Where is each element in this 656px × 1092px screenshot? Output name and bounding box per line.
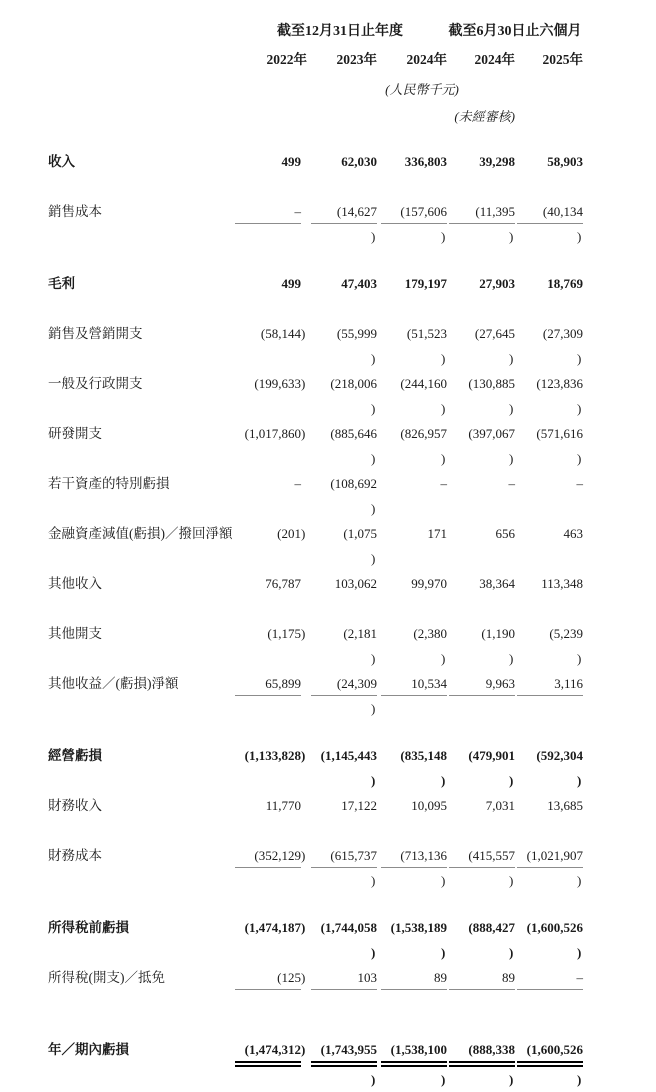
value-cell: (826,957) <box>400 426 447 466</box>
value-cell: (1,075) <box>343 526 377 566</box>
currency-note-row <box>48 82 656 98</box>
value-cell: – <box>440 476 447 491</box>
row-label: 所得稅(開支)／抵免 <box>48 970 165 985</box>
value-cell: (24,309) <box>307 671 377 721</box>
value-cell: (2,380) <box>413 626 447 666</box>
value-cell: (199,633) <box>254 376 306 391</box>
value-cell: 9,963 <box>447 671 515 721</box>
row-label: 一般及行政開支 <box>48 376 143 391</box>
value-cell: (592,304) <box>536 748 583 788</box>
years-header-row <box>48 50 656 70</box>
value-cell: (1,743,955) <box>307 1037 377 1092</box>
row-label: 其他開支 <box>48 626 102 641</box>
unaudited-note-row <box>48 109 656 125</box>
row-label: 經營虧損 <box>48 748 102 763</box>
value-cell: 10,095 <box>411 798 447 813</box>
value-cell: (51,523) <box>406 326 447 366</box>
row-label: 研發開支 <box>48 426 102 441</box>
value-cell: (1,017,860) <box>244 426 306 441</box>
table-row <box>48 843 656 893</box>
value-cell: (415,557) <box>447 843 515 893</box>
value-cell: 27,903 <box>479 276 515 291</box>
value-cell: 18,769 <box>547 276 583 291</box>
value-cell: 171 <box>427 526 447 541</box>
currency-note: (人民幣千元) <box>385 82 459 97</box>
label-column-spacer <box>48 50 233 70</box>
table-section <box>48 915 656 1015</box>
row-label: 收入 <box>48 154 75 169</box>
value-cell: 65,899 <box>233 671 307 721</box>
value-cell: 10,534 <box>377 671 447 721</box>
value-cell: (201) <box>277 526 306 541</box>
value-cell: (1,600,526) <box>526 920 583 960</box>
value-cell: (58,144) <box>260 326 306 341</box>
value-cell: – <box>576 476 583 491</box>
value-cell: (27,309) <box>542 326 583 366</box>
value-cell: (27,645) <box>474 326 515 366</box>
value-cell: – <box>294 476 301 491</box>
value-cell: 39,298 <box>479 154 515 169</box>
table-section <box>48 743 656 893</box>
row-label: 金融資產減值(虧損)／撥回淨額 <box>48 526 233 541</box>
value-cell: (479,901) <box>468 748 515 788</box>
value-cell: 89 <box>377 965 447 1015</box>
value-cell: (125) <box>233 965 307 1015</box>
value-cell: (888,338) <box>447 1037 515 1092</box>
value-cell: 76,787 <box>265 576 301 591</box>
table-row <box>48 321 656 371</box>
row-label: 財務收入 <box>48 798 102 813</box>
period-interim-header: 截至6月30日止六個月 <box>448 24 582 39</box>
value-cell: (2,181) <box>343 626 377 666</box>
value-cell: (130,885) <box>468 376 515 416</box>
value-cell: 113,348 <box>541 576 583 591</box>
value-cell: (1,021,907) <box>515 843 583 893</box>
value-cell: (888,427) <box>468 920 515 960</box>
value-cell: (11,395) <box>447 199 515 249</box>
row-label: 若干資產的特別虧損 <box>48 476 170 491</box>
value-cell: 38,364 <box>479 576 515 591</box>
value-cell: (885,646) <box>330 426 377 466</box>
row-label: 銷售成本 <box>48 204 102 219</box>
row-label: 年／期內虧損 <box>48 1042 129 1057</box>
unaudited-note: (未經審核) <box>454 109 515 124</box>
value-cell: 17,122 <box>341 798 377 813</box>
value-cell: (244,160) <box>400 376 447 416</box>
value-cell: 499 <box>281 276 301 291</box>
label-column-spacer <box>48 22 233 42</box>
row-label: 其他收入 <box>48 576 102 591</box>
year-header-2024-interim: 2024年 <box>474 52 515 67</box>
year-header-2023: 2023年 <box>336 52 377 67</box>
table-row <box>48 421 656 471</box>
table-section <box>48 1037 656 1092</box>
value-cell: (571,616) <box>536 426 583 466</box>
value-cell: (1,175) <box>267 626 306 641</box>
value-cell: (5,239) <box>549 626 583 666</box>
value-cell: (1,474,312) <box>233 1037 307 1092</box>
table-row <box>48 743 656 793</box>
table-row <box>48 521 656 571</box>
value-cell: 499 <box>281 154 301 169</box>
value-cell: 656 <box>495 526 515 541</box>
value-cell: (1,538,100) <box>377 1037 447 1092</box>
value-cell: (1,133,828) <box>244 748 306 763</box>
table-row <box>48 965 656 1015</box>
value-cell: 463 <box>563 526 583 541</box>
value-cell: (1,145,443) <box>320 748 377 788</box>
value-cell: – <box>515 965 583 1015</box>
row-label: 毛利 <box>48 276 75 291</box>
value-cell: (1,600,526) <box>515 1037 583 1092</box>
value-cell: (55,999) <box>336 326 377 366</box>
table-row <box>48 199 656 249</box>
table-row <box>48 621 656 671</box>
value-cell: (108,692) <box>330 476 377 516</box>
value-cell: 103 <box>307 965 377 1015</box>
table-row <box>48 471 656 521</box>
value-cell: (352,129) <box>233 843 307 893</box>
table-row <box>48 271 656 321</box>
year-header-2024: 2024年 <box>406 52 447 67</box>
table-row <box>48 915 656 965</box>
row-label: 所得稅前虧損 <box>48 920 129 935</box>
table-row <box>48 671 656 721</box>
value-cell: (123,836) <box>536 376 583 416</box>
value-cell: (835,148) <box>400 748 447 788</box>
value-cell: (615,737) <box>307 843 377 893</box>
value-cell: 99,970 <box>411 576 447 591</box>
table-row <box>48 793 656 843</box>
value-cell: (40,134) <box>515 199 583 249</box>
table-section <box>48 271 656 721</box>
value-cell: (1,744,058) <box>320 920 377 960</box>
value-cell: (157,606) <box>377 199 447 249</box>
value-cell: – <box>508 476 515 491</box>
value-cell: 47,403 <box>341 276 377 291</box>
table-section <box>48 149 656 249</box>
table-row <box>48 149 656 199</box>
value-cell: 7,031 <box>485 798 515 813</box>
period-annual-header: 截至12月31日止年度 <box>277 24 403 39</box>
row-label: 其他收益／(虧損)淨額 <box>48 676 179 691</box>
value-cell: 336,803 <box>404 154 447 169</box>
value-cell: – <box>233 199 307 249</box>
value-cell: 89 <box>447 965 515 1015</box>
value-cell: 13,685 <box>547 798 583 813</box>
value-cell: 11,770 <box>265 798 301 813</box>
value-cell: 103,062 <box>334 576 377 591</box>
value-cell: (14,627) <box>307 199 377 249</box>
value-cell: (218,006) <box>330 376 377 416</box>
value-cell: (713,136) <box>377 843 447 893</box>
year-header-2022: 2022年 <box>266 52 307 67</box>
value-cell: (1,538,189) <box>390 920 447 960</box>
table-row <box>48 571 656 621</box>
value-cell: 58,903 <box>547 154 583 169</box>
table-row <box>48 1037 656 1092</box>
value-cell: 179,197 <box>404 276 447 291</box>
period-header-row <box>48 22 656 42</box>
table-row <box>48 371 656 421</box>
value-cell: (1,190) <box>481 626 515 666</box>
value-cell: 62,030 <box>341 154 377 169</box>
row-label: 銷售及營銷開支 <box>48 326 143 341</box>
value-cell: (397,067) <box>468 426 515 466</box>
year-header-2025-interim: 2025年 <box>542 52 583 67</box>
value-cell: 3,116 <box>515 671 583 721</box>
income-statement-table <box>48 149 656 1092</box>
row-label: 財務成本 <box>48 848 102 863</box>
value-cell: (1,474,187) <box>244 920 306 935</box>
